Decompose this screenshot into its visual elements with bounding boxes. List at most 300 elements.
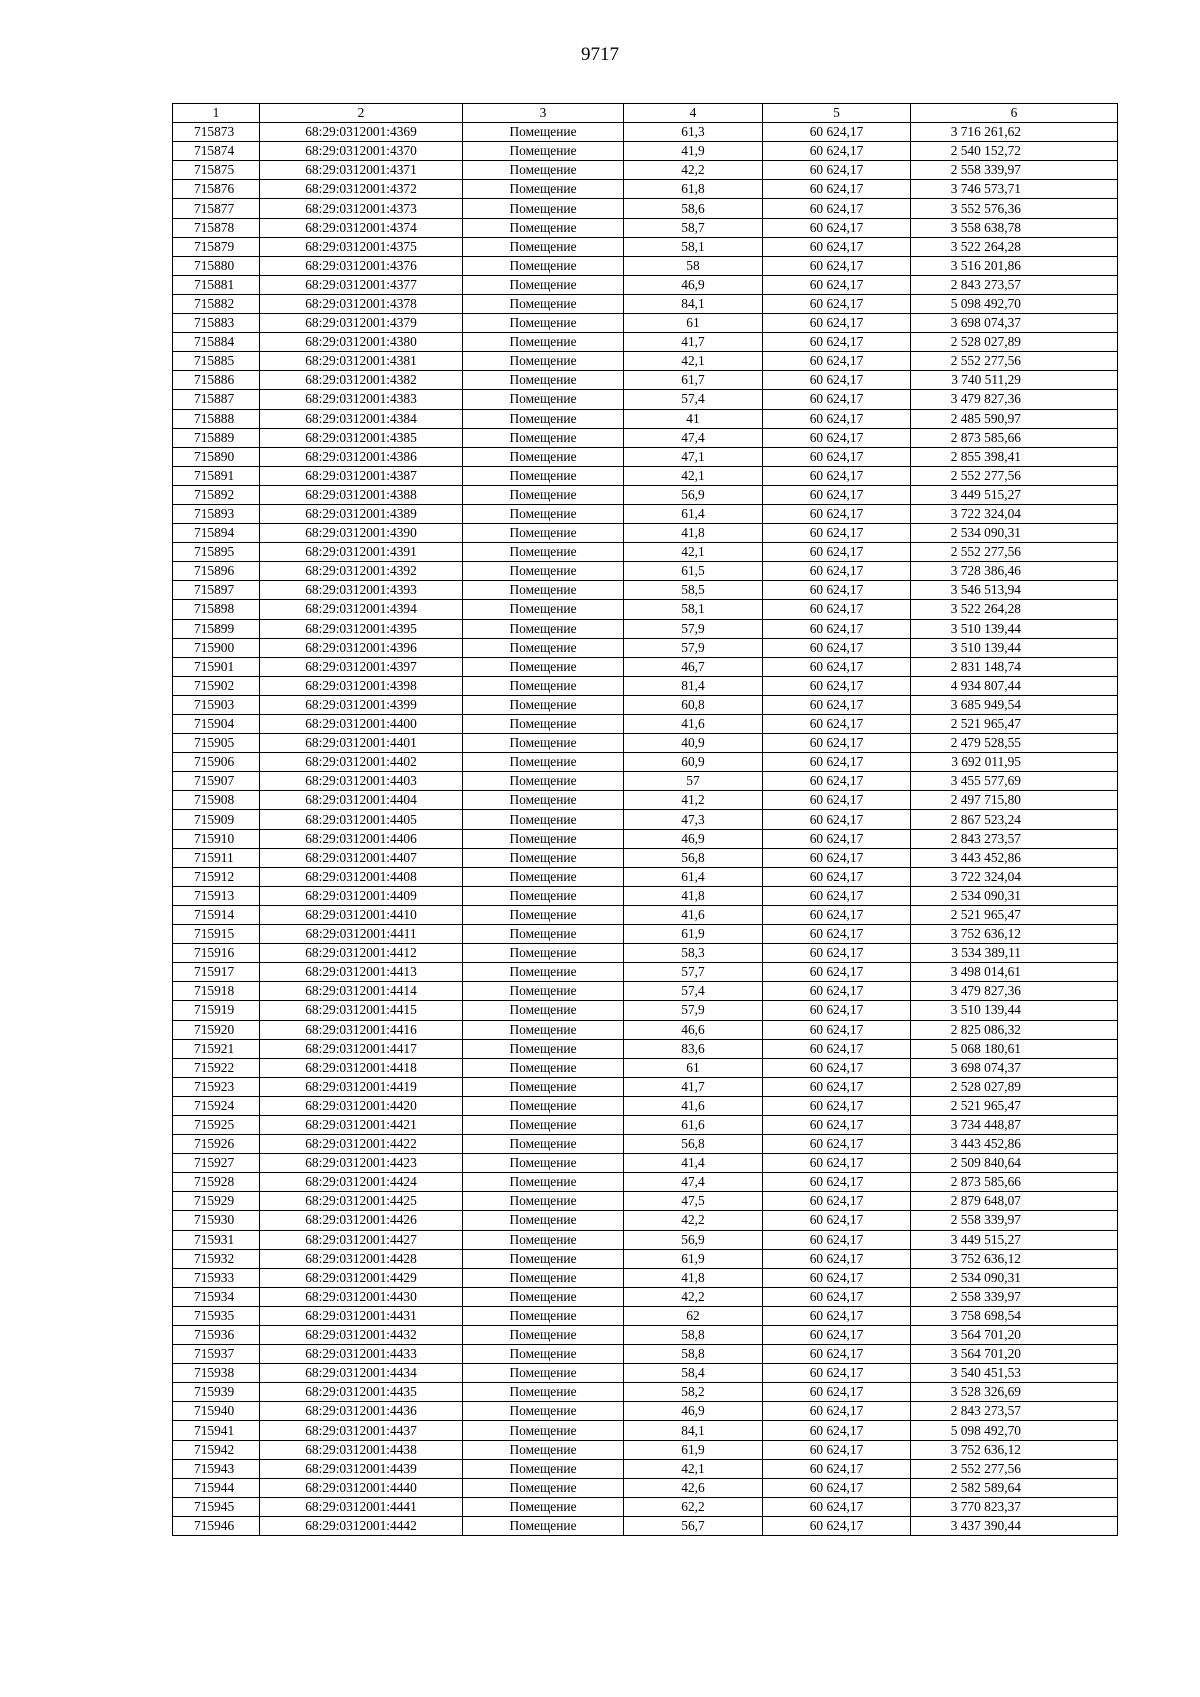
area-cell: 57,4 xyxy=(624,390,763,409)
row-number-cell: 715895 xyxy=(173,543,260,562)
object-type-cell: Помещение xyxy=(463,256,624,275)
area-cell: 56,7 xyxy=(624,1516,763,1535)
row-number-cell: 715874 xyxy=(173,142,260,161)
area-cell: 47,4 xyxy=(624,1173,763,1192)
cadastral-value-cell: 3 443 452,86 xyxy=(911,848,1118,867)
object-type-cell: Помещение xyxy=(463,543,624,562)
unit-value-cell: 60 624,17 xyxy=(763,352,911,371)
cadastral-number-cell: 68:29:0312001:4390 xyxy=(260,524,463,543)
unit-value-cell: 60 624,17 xyxy=(763,294,911,313)
area-cell: 61,7 xyxy=(624,371,763,390)
unit-value-cell: 60 624,17 xyxy=(763,1115,911,1134)
table-row xyxy=(173,428,1118,447)
cadastral-value-cell: 3 564 701,20 xyxy=(911,1326,1118,1345)
cadastral-value-cell: 2 534 090,31 xyxy=(911,1268,1118,1287)
cadastral-value-cell: 3 534 389,11 xyxy=(911,944,1118,963)
row-number-cell: 715924 xyxy=(173,1096,260,1115)
object-type-cell: Помещение xyxy=(463,180,624,199)
area-cell: 58,6 xyxy=(624,199,763,218)
table-row xyxy=(173,963,1118,982)
table-row xyxy=(173,600,1118,619)
cadastral-value-cell: 3 752 636,12 xyxy=(911,1440,1118,1459)
row-number-cell: 715913 xyxy=(173,886,260,905)
unit-value-cell: 60 624,17 xyxy=(763,1306,911,1325)
object-type-cell: Помещение xyxy=(463,619,624,638)
table-row xyxy=(173,1020,1118,1039)
cadastral-value-cell: 2 521 965,47 xyxy=(911,715,1118,734)
area-cell: 58,8 xyxy=(624,1326,763,1345)
cadastral-value-cell: 3 722 324,04 xyxy=(911,504,1118,523)
table-row xyxy=(173,1001,1118,1020)
unit-value-cell: 60 624,17 xyxy=(763,1516,911,1535)
row-number-cell: 715925 xyxy=(173,1115,260,1134)
table-row xyxy=(173,638,1118,657)
table-row xyxy=(173,810,1118,829)
object-type-cell: Помещение xyxy=(463,161,624,180)
area-cell: 42,1 xyxy=(624,466,763,485)
object-type-cell: Помещение xyxy=(463,352,624,371)
row-number-cell: 715945 xyxy=(173,1497,260,1516)
object-type-cell: Помещение xyxy=(463,676,624,695)
cadastral-number-cell: 68:29:0312001:4382 xyxy=(260,371,463,390)
object-type-cell: Помещение xyxy=(463,1287,624,1306)
area-cell: 61,8 xyxy=(624,180,763,199)
table-row xyxy=(173,1058,1118,1077)
table-row xyxy=(173,581,1118,600)
cadastral-value-cell: 3 522 264,28 xyxy=(911,237,1118,256)
object-type-cell: Помещение xyxy=(463,1096,624,1115)
row-number-cell: 715897 xyxy=(173,581,260,600)
cadastral-number-cell: 68:29:0312001:4397 xyxy=(260,657,463,676)
cadastral-number-cell: 68:29:0312001:4379 xyxy=(260,314,463,333)
area-cell: 58,7 xyxy=(624,218,763,237)
object-type-cell: Помещение xyxy=(463,1440,624,1459)
cadastral-value-cell: 3 685 949,54 xyxy=(911,695,1118,714)
unit-value-cell: 60 624,17 xyxy=(763,829,911,848)
table-row xyxy=(173,1364,1118,1383)
row-number-cell: 715890 xyxy=(173,447,260,466)
cadastral-number-cell: 68:29:0312001:4436 xyxy=(260,1402,463,1421)
area-cell: 41,8 xyxy=(624,1268,763,1287)
cadastral-value-cell: 2 509 840,64 xyxy=(911,1154,1118,1173)
cadastral-number-cell: 68:29:0312001:4386 xyxy=(260,447,463,466)
cadastral-value-cell: 3 479 827,36 xyxy=(911,390,1118,409)
table-row xyxy=(173,409,1118,428)
table-row xyxy=(173,1345,1118,1364)
cadastral-value-cell: 2 843 273,57 xyxy=(911,829,1118,848)
object-type-cell: Помещение xyxy=(463,1478,624,1497)
cadastral-number-cell: 68:29:0312001:4420 xyxy=(260,1096,463,1115)
cadastral-value-cell: 2 552 277,56 xyxy=(911,352,1118,371)
table-row xyxy=(173,1459,1118,1478)
cadastral-number-cell: 68:29:0312001:4413 xyxy=(260,963,463,982)
row-number-cell: 715903 xyxy=(173,695,260,714)
cadastral-value-cell: 2 552 277,56 xyxy=(911,466,1118,485)
row-number-cell: 715927 xyxy=(173,1154,260,1173)
cadastral-value-cell: 3 716 261,62 xyxy=(911,123,1118,142)
unit-value-cell: 60 624,17 xyxy=(763,180,911,199)
object-type-cell: Помещение xyxy=(463,314,624,333)
unit-value-cell: 60 624,17 xyxy=(763,791,911,810)
cadastral-value-cell: 2 873 585,66 xyxy=(911,428,1118,447)
cadastral-value-cell: 3 770 823,37 xyxy=(911,1497,1118,1516)
row-number-cell: 715931 xyxy=(173,1230,260,1249)
object-type-cell: Помещение xyxy=(463,753,624,772)
cadastral-value-cell: 3 758 698,54 xyxy=(911,1306,1118,1325)
area-cell: 60,9 xyxy=(624,753,763,772)
unit-value-cell: 60 624,17 xyxy=(763,1211,911,1230)
row-number-cell: 715922 xyxy=(173,1058,260,1077)
cadastral-value-cell: 2 855 398,41 xyxy=(911,447,1118,466)
row-number-cell: 715902 xyxy=(173,676,260,695)
cadastral-number-cell: 68:29:0312001:4373 xyxy=(260,199,463,218)
area-cell: 41,2 xyxy=(624,791,763,810)
table-row xyxy=(173,504,1118,523)
object-type-cell: Помещение xyxy=(463,791,624,810)
cadastral-value-cell: 2 558 339,97 xyxy=(911,161,1118,180)
area-cell: 58,3 xyxy=(624,944,763,963)
row-number-cell: 715916 xyxy=(173,944,260,963)
cadastral-value-cell: 2 540 152,72 xyxy=(911,142,1118,161)
cadastral-number-cell: 68:29:0312001:4380 xyxy=(260,333,463,352)
unit-value-cell: 60 624,17 xyxy=(763,1326,911,1345)
object-type-cell: Помещение xyxy=(463,1249,624,1268)
unit-value-cell: 60 624,17 xyxy=(763,1402,911,1421)
row-number-cell: 715906 xyxy=(173,753,260,772)
table-row xyxy=(173,1211,1118,1230)
unit-value-cell: 60 624,17 xyxy=(763,925,911,944)
table-row xyxy=(173,237,1118,256)
area-cell: 56,9 xyxy=(624,485,763,504)
cadastral-value-cell: 5 098 492,70 xyxy=(911,1421,1118,1440)
cadastral-number-cell: 68:29:0312001:4404 xyxy=(260,791,463,810)
cadastral-number-cell: 68:29:0312001:4419 xyxy=(260,1077,463,1096)
unit-value-cell: 60 624,17 xyxy=(763,1192,911,1211)
object-type-cell: Помещение xyxy=(463,1115,624,1134)
area-cell: 47,3 xyxy=(624,810,763,829)
object-type-cell: Помещение xyxy=(463,1402,624,1421)
area-cell: 61 xyxy=(624,314,763,333)
object-type-cell: Помещение xyxy=(463,1326,624,1345)
cadastral-number-cell: 68:29:0312001:4406 xyxy=(260,829,463,848)
cadastral-value-cell: 2 521 965,47 xyxy=(911,905,1118,924)
area-cell: 58,8 xyxy=(624,1345,763,1364)
object-type-cell: Помещение xyxy=(463,638,624,657)
row-number-cell: 715884 xyxy=(173,333,260,352)
object-type-cell: Помещение xyxy=(463,581,624,600)
table-row xyxy=(173,485,1118,504)
table-row xyxy=(173,1192,1118,1211)
unit-value-cell: 60 624,17 xyxy=(763,1249,911,1268)
row-number-cell: 715911 xyxy=(173,848,260,867)
object-type-cell: Помещение xyxy=(463,734,624,753)
cadastral-value-cell: 3 564 701,20 xyxy=(911,1345,1118,1364)
table-row xyxy=(173,619,1118,638)
unit-value-cell: 60 624,17 xyxy=(763,581,911,600)
object-type-cell: Помещение xyxy=(463,982,624,1001)
row-number-cell: 715892 xyxy=(173,485,260,504)
object-type-cell: Помещение xyxy=(463,695,624,714)
object-type-cell: Помещение xyxy=(463,1345,624,1364)
area-cell: 46,9 xyxy=(624,1402,763,1421)
object-type-cell: Помещение xyxy=(463,123,624,142)
cadastral-number-cell: 68:29:0312001:4391 xyxy=(260,543,463,562)
unit-value-cell: 60 624,17 xyxy=(763,237,911,256)
row-number-cell: 715917 xyxy=(173,963,260,982)
cadastral-number-cell: 68:29:0312001:4393 xyxy=(260,581,463,600)
cadastral-number-cell: 68:29:0312001:4369 xyxy=(260,123,463,142)
unit-value-cell: 60 624,17 xyxy=(763,734,911,753)
area-cell: 42,1 xyxy=(624,543,763,562)
cadastral-number-cell: 68:29:0312001:4398 xyxy=(260,676,463,695)
object-type-cell: Помещение xyxy=(463,1459,624,1478)
area-cell: 57,4 xyxy=(624,982,763,1001)
unit-value-cell: 60 624,17 xyxy=(763,466,911,485)
area-cell: 46,9 xyxy=(624,829,763,848)
cadastral-value-cell: 5 068 180,61 xyxy=(911,1039,1118,1058)
area-cell: 41,6 xyxy=(624,1096,763,1115)
table-row xyxy=(173,524,1118,543)
table-row xyxy=(173,753,1118,772)
cadastral-value-cell: 3 479 827,36 xyxy=(911,982,1118,1001)
table-row xyxy=(173,1306,1118,1325)
row-number-cell: 715881 xyxy=(173,275,260,294)
unit-value-cell: 60 624,17 xyxy=(763,886,911,905)
cadastral-number-cell: 68:29:0312001:4371 xyxy=(260,161,463,180)
row-number-cell: 715876 xyxy=(173,180,260,199)
cadastral-number-cell: 68:29:0312001:4407 xyxy=(260,848,463,867)
object-type-cell: Помещение xyxy=(463,466,624,485)
object-type-cell: Помещение xyxy=(463,1173,624,1192)
unit-value-cell: 60 624,17 xyxy=(763,715,911,734)
row-number-cell: 715904 xyxy=(173,715,260,734)
row-number-cell: 715896 xyxy=(173,562,260,581)
object-type-cell: Помещение xyxy=(463,810,624,829)
unit-value-cell: 60 624,17 xyxy=(763,963,911,982)
cadastral-number-cell: 68:29:0312001:4408 xyxy=(260,867,463,886)
cadastral-number-cell: 68:29:0312001:4438 xyxy=(260,1440,463,1459)
object-type-cell: Помещение xyxy=(463,237,624,256)
area-cell: 57 xyxy=(624,772,763,791)
object-type-cell: Помещение xyxy=(463,848,624,867)
row-number-cell: 715875 xyxy=(173,161,260,180)
row-number-cell: 715887 xyxy=(173,390,260,409)
object-type-cell: Помещение xyxy=(463,715,624,734)
cadastral-number-cell: 68:29:0312001:4384 xyxy=(260,409,463,428)
table-row xyxy=(173,562,1118,581)
cadastral-number-cell: 68:29:0312001:4411 xyxy=(260,925,463,944)
object-type-cell: Помещение xyxy=(463,409,624,428)
table-row xyxy=(173,1154,1118,1173)
object-type-cell: Помещение xyxy=(463,333,624,352)
row-number-cell: 715882 xyxy=(173,294,260,313)
cadastral-number-cell: 68:29:0312001:4427 xyxy=(260,1230,463,1249)
unit-value-cell: 60 624,17 xyxy=(763,1230,911,1249)
cadastral-number-cell: 68:29:0312001:4378 xyxy=(260,294,463,313)
unit-value-cell: 60 624,17 xyxy=(763,772,911,791)
object-type-cell: Помещение xyxy=(463,1516,624,1535)
object-type-cell: Помещение xyxy=(463,1077,624,1096)
row-number-cell: 715880 xyxy=(173,256,260,275)
unit-value-cell: 60 624,17 xyxy=(763,867,911,886)
area-cell: 41,7 xyxy=(624,1077,763,1096)
table-row xyxy=(173,1077,1118,1096)
row-number-cell: 715914 xyxy=(173,905,260,924)
row-number-cell: 715901 xyxy=(173,657,260,676)
table-row xyxy=(173,543,1118,562)
cadastral-number-cell: 68:29:0312001:4392 xyxy=(260,562,463,581)
cadastral-number-cell: 68:29:0312001:4426 xyxy=(260,1211,463,1230)
area-cell: 41,8 xyxy=(624,524,763,543)
cadastral-number-cell: 68:29:0312001:4441 xyxy=(260,1497,463,1516)
cadastral-number-cell: 68:29:0312001:4428 xyxy=(260,1249,463,1268)
area-cell: 41,6 xyxy=(624,715,763,734)
cadastral-value-cell: 3 540 451,53 xyxy=(911,1364,1118,1383)
cadastral-number-cell: 68:29:0312001:4431 xyxy=(260,1306,463,1325)
object-type-cell: Помещение xyxy=(463,1364,624,1383)
object-type-cell: Помещение xyxy=(463,1268,624,1287)
row-number-cell: 715889 xyxy=(173,428,260,447)
area-cell: 61,6 xyxy=(624,1115,763,1134)
area-cell: 42,2 xyxy=(624,161,763,180)
cadastral-value-cell: 3 528 326,69 xyxy=(911,1383,1118,1402)
unit-value-cell: 60 624,17 xyxy=(763,944,911,963)
cadastral-value-cell: 3 449 515,27 xyxy=(911,1230,1118,1249)
object-type-cell: Помещение xyxy=(463,485,624,504)
area-cell: 61,5 xyxy=(624,562,763,581)
row-number-cell: 715908 xyxy=(173,791,260,810)
cadastral-value-cell: 3 722 324,04 xyxy=(911,867,1118,886)
row-number-cell: 715944 xyxy=(173,1478,260,1497)
area-cell: 57,9 xyxy=(624,619,763,638)
column-header-6: 6 xyxy=(911,104,1118,123)
cadastral-value-cell: 3 698 074,37 xyxy=(911,1058,1118,1077)
row-number-cell: 715915 xyxy=(173,925,260,944)
row-number-cell: 715909 xyxy=(173,810,260,829)
row-number-cell: 715883 xyxy=(173,314,260,333)
cadastral-value-cell: 2 558 339,97 xyxy=(911,1287,1118,1306)
table-row xyxy=(173,1326,1118,1345)
unit-value-cell: 60 624,17 xyxy=(763,1421,911,1440)
cadastral-number-cell: 68:29:0312001:4434 xyxy=(260,1364,463,1383)
area-cell: 56,9 xyxy=(624,1230,763,1249)
row-number-cell: 715928 xyxy=(173,1173,260,1192)
column-header-4: 4 xyxy=(624,104,763,123)
area-cell: 42,6 xyxy=(624,1478,763,1497)
table-row xyxy=(173,1516,1118,1535)
cadastral-value-cell: 3 516 201,86 xyxy=(911,256,1118,275)
table-row xyxy=(173,1421,1118,1440)
area-cell: 61,4 xyxy=(624,504,763,523)
unit-value-cell: 60 624,17 xyxy=(763,1135,911,1154)
object-type-cell: Помещение xyxy=(463,199,624,218)
column-header-3: 3 xyxy=(463,104,624,123)
unit-value-cell: 60 624,17 xyxy=(763,905,911,924)
unit-value-cell: 60 624,17 xyxy=(763,1058,911,1077)
cadastral-number-cell: 68:29:0312001:4372 xyxy=(260,180,463,199)
cadastral-number-cell: 68:29:0312001:4415 xyxy=(260,1001,463,1020)
cadastral-value-cell: 3 437 390,44 xyxy=(911,1516,1118,1535)
object-type-cell: Помещение xyxy=(463,772,624,791)
object-type-cell: Помещение xyxy=(463,294,624,313)
cadastral-number-cell: 68:29:0312001:4424 xyxy=(260,1173,463,1192)
table-row xyxy=(173,1497,1118,1516)
object-type-cell: Помещение xyxy=(463,1230,624,1249)
cadastral-number-cell: 68:29:0312001:4437 xyxy=(260,1421,463,1440)
cadastral-number-cell: 68:29:0312001:4383 xyxy=(260,390,463,409)
unit-value-cell: 60 624,17 xyxy=(763,333,911,352)
unit-value-cell: 60 624,17 xyxy=(763,161,911,180)
unit-value-cell: 60 624,17 xyxy=(763,1020,911,1039)
cadastral-number-cell: 68:29:0312001:4370 xyxy=(260,142,463,161)
cadastral-value-cell: 3 692 011,95 xyxy=(911,753,1118,772)
object-type-cell: Помещение xyxy=(463,657,624,676)
row-number-cell: 715941 xyxy=(173,1421,260,1440)
table-row xyxy=(173,390,1118,409)
cadastral-value-cell: 2 873 585,66 xyxy=(911,1173,1118,1192)
cadastral-value-cell: 2 831 148,74 xyxy=(911,657,1118,676)
cadastral-value-cell: 2 521 965,47 xyxy=(911,1096,1118,1115)
table-row xyxy=(173,1096,1118,1115)
area-cell: 58 xyxy=(624,256,763,275)
cadastral-number-cell: 68:29:0312001:4381 xyxy=(260,352,463,371)
cadastral-number-cell: 68:29:0312001:4425 xyxy=(260,1192,463,1211)
cadastral-number-cell: 68:29:0312001:4422 xyxy=(260,1135,463,1154)
cadastral-number-cell: 68:29:0312001:4409 xyxy=(260,886,463,905)
unit-value-cell: 60 624,17 xyxy=(763,657,911,676)
cadastral-value-cell: 3 558 638,78 xyxy=(911,218,1118,237)
unit-value-cell: 60 624,17 xyxy=(763,524,911,543)
cadastral-value-cell: 2 534 090,31 xyxy=(911,886,1118,905)
table-row xyxy=(173,123,1118,142)
cadastral-number-cell: 68:29:0312001:4394 xyxy=(260,600,463,619)
object-type-cell: Помещение xyxy=(463,447,624,466)
area-cell: 41,4 xyxy=(624,1154,763,1173)
unit-value-cell: 60 624,17 xyxy=(763,485,911,504)
row-number-cell: 715923 xyxy=(173,1077,260,1096)
object-type-cell: Помещение xyxy=(463,562,624,581)
cadastral-value-cell: 3 510 139,44 xyxy=(911,638,1118,657)
table-row xyxy=(173,333,1118,352)
unit-value-cell: 60 624,17 xyxy=(763,1364,911,1383)
column-header-1: 1 xyxy=(173,104,260,123)
object-type-cell: Помещение xyxy=(463,1497,624,1516)
cadastral-number-cell: 68:29:0312001:4416 xyxy=(260,1020,463,1039)
area-cell: 42,1 xyxy=(624,352,763,371)
cadastral-value-cell: 3 455 577,69 xyxy=(911,772,1118,791)
unit-value-cell: 60 624,17 xyxy=(763,1039,911,1058)
table-row xyxy=(173,1249,1118,1268)
cadastral-number-cell: 68:29:0312001:4376 xyxy=(260,256,463,275)
row-number-cell: 715888 xyxy=(173,409,260,428)
area-cell: 56,8 xyxy=(624,848,763,867)
table-row xyxy=(173,1135,1118,1154)
area-cell: 58,2 xyxy=(624,1383,763,1402)
row-number-cell: 715939 xyxy=(173,1383,260,1402)
cadastral-number-cell: 68:29:0312001:4412 xyxy=(260,944,463,963)
cadastral-number-cell: 68:29:0312001:4433 xyxy=(260,1345,463,1364)
cadastral-number-cell: 68:29:0312001:4414 xyxy=(260,982,463,1001)
unit-value-cell: 60 624,17 xyxy=(763,1383,911,1402)
table-row xyxy=(173,734,1118,753)
object-type-cell: Помещение xyxy=(463,1154,624,1173)
area-cell: 41,9 xyxy=(624,142,763,161)
area-cell: 84,1 xyxy=(624,1421,763,1440)
object-type-cell: Помещение xyxy=(463,218,624,237)
row-number-cell: 715919 xyxy=(173,1001,260,1020)
cadastral-value-cell: 2 843 273,57 xyxy=(911,275,1118,294)
cadastral-value-cell: 2 528 027,89 xyxy=(911,333,1118,352)
